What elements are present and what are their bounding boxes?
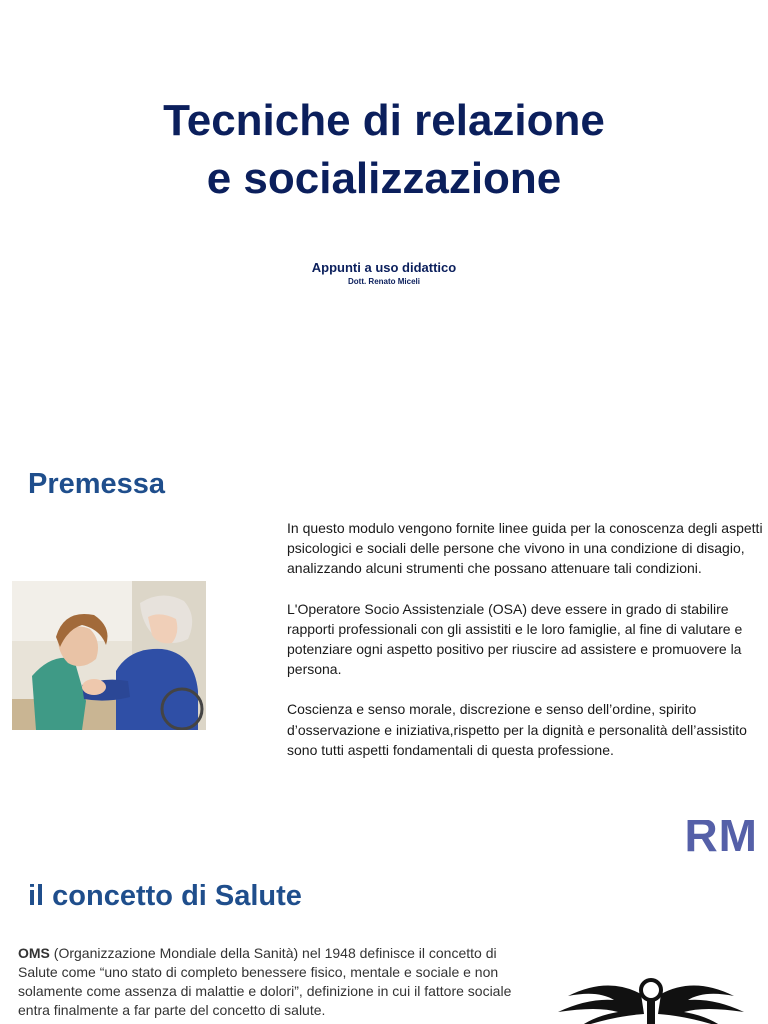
cover-title-line1: Tecniche di relazione — [163, 96, 605, 145]
cover-title — [0, 92, 768, 208]
premessa-body — [287, 518, 763, 780]
premessa-paragraph-2: L'Operatore Socio Assistenziale (OSA) deve essere in grado di stabilire rapporti professionali con gli assistiti e le loro famiglie, al fine di valutare e potenziare ogni aspetto positivo per riuscire ad assistere e promuovere la persona. — [287, 600, 743, 678]
cover-title-line2: e socializzazione — [206, 154, 562, 203]
oms-paragraph — [18, 944, 528, 1020]
rm-logo: RM — [684, 820, 758, 861]
premessa-heading: Premessa — [28, 468, 166, 500]
caduceus-icon — [548, 976, 754, 1024]
oms-label: OMS — [18, 945, 50, 961]
cover-slide — [0, 0, 768, 420]
premessa-paragraph-3: Coscienza e senso morale, discrezione e senso dell’ordine, spirito d’osservazione e iniziativa,rispetto per la dignità e personalità dell’assistito sono tutti aspetti fondamentali di questa professione. — [287, 701, 747, 758]
salute-slide — [0, 820, 768, 1024]
premessa-paragraph-1: In questo modulo vengono fornite linee guida per la conoscenza degli aspetti psicologici e sociali delle persone che vivono in una condizione di disagio, analizzando alcuni strumenti che possano attenuare tali condizioni. — [287, 520, 763, 577]
salute-heading: il concetto di Salute — [28, 880, 302, 912]
oms-definition: (Organizzazione Mondiale della Sanità) nel 1948 definisce il concetto di Salute come “uno stato di completo benessere fisico, mentale e sociale e non solamente come assenza di malattie e dolori”, definizione in cui il fattore sociale entra finalmente a far parte del concetto di salute. — [18, 945, 512, 1018]
cover-author: Dott. Renato Miceli — [347, 277, 420, 286]
caregiver-elderly-photo — [12, 581, 206, 730]
premessa-slide — [0, 420, 768, 820]
cover-subtitle: Appunti a uso didattico — [311, 260, 457, 275]
